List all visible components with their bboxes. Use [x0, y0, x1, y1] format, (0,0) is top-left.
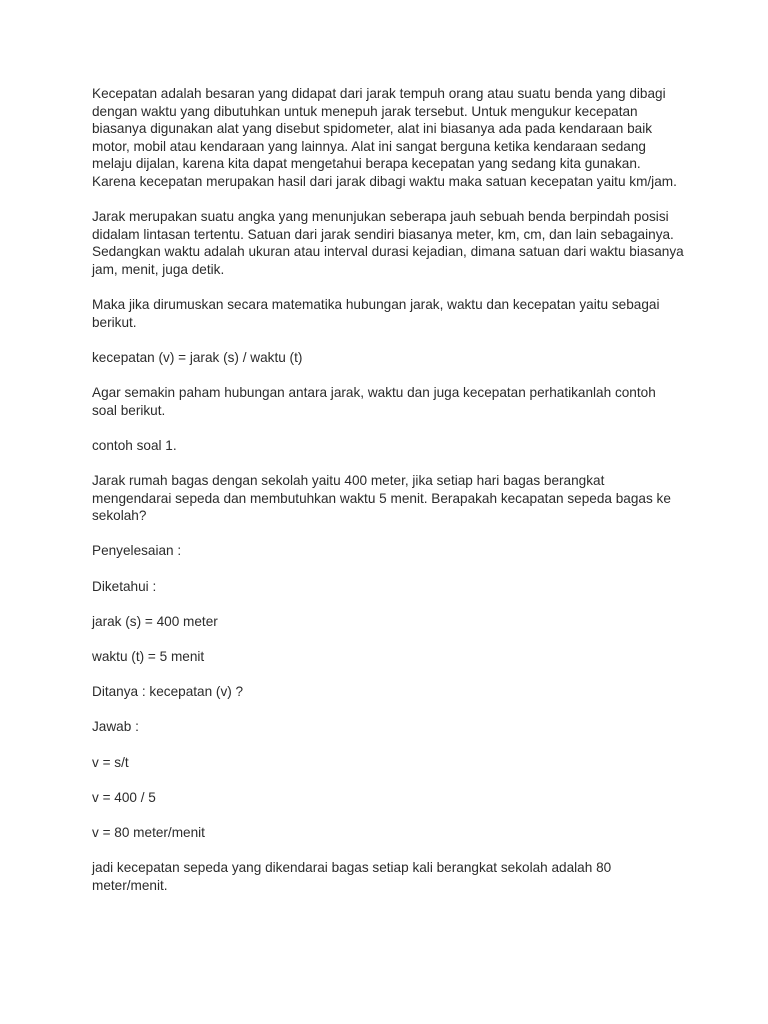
- answer-step-substitution: v = 400 / 5: [92, 789, 156, 805]
- paragraph-kecepatan-definition: Kecepatan adalah besaran yang didapat dari jarak tempuh orang atau suatu benda yang dibagi dengan waktu yang dibutuhkan untuk menepuh jarak tersebut. Untuk mengukur kecepatan biasanya digunakan alat yang disebut spidometer, alat ini biasanya ada pada kendaraan baik motor, mobil atau kendaraan yang lainnya. Alat ini sangat berguna ketika kendaraan sedang melaju dijalan, karena kita dapat mengetahui berapa kecepatan yang sedang kita gunakan. Karena kecepatan merupakan hasil dari jarak dibagi waktu maka satuan kecepatan yaitu km/jam.: [92, 86, 677, 189]
- conclusion-paragraph: jadi kecepatan sepeda yang dikendarai bagas setiap kali berangkat sekolah adalah 80 meter/menit.: [92, 860, 612, 893]
- document-body: [92, 85, 684, 912]
- example-question: Jarak rumah bagas dengan sekolah yaitu 400 meter, jika setiap hari bagas berangkat mengendarai sepeda dan membutuhkan waktu 5 menit. Berapakah kecapatan sepeda bagas ke sekolah?: [92, 473, 671, 524]
- paragraph-formula-intro: Maka jika dirumuskan secara matematika hubungan jarak, waktu dan kecepatan yaitu sebagai berikut.: [92, 297, 660, 330]
- formula-line: kecepatan (v) = jarak (s) / waktu (t): [92, 349, 303, 365]
- answer-step-formula: v = s/t: [92, 754, 129, 770]
- known-heading: Diketahui :: [92, 578, 157, 594]
- answer-step-result: v = 80 meter/menit: [92, 824, 205, 840]
- paragraph-jarak-definition: Jarak merupakan suatu angka yang menunjukan seberapa jauh sebuah benda berpindah posisi didalam lintasan tertentu. Satuan dari jarak sendiri biasanya meter, km, cm, dan lain sebagainya. Sedangkan waktu adalah ukuran atau interval durasi kejadian, dimana satuan dari waktu biasanya jam, menit, juga detik.: [92, 209, 684, 277]
- solution-heading: Penyelesaian :: [92, 543, 182, 559]
- known-distance: jarak (s) = 400 meter: [92, 613, 218, 629]
- example-heading: contoh soal 1.: [92, 437, 177, 453]
- answer-heading: Jawab :: [92, 719, 139, 735]
- asked-line: Ditanya : kecepatan (v) ?: [92, 684, 244, 700]
- paragraph-example-intro: Agar semakin paham hubungan antara jarak, waktu dan juga kecepatan perhatikanlah contoh soal berikut.: [92, 385, 656, 418]
- known-time: waktu (t) = 5 menit: [92, 649, 205, 664]
